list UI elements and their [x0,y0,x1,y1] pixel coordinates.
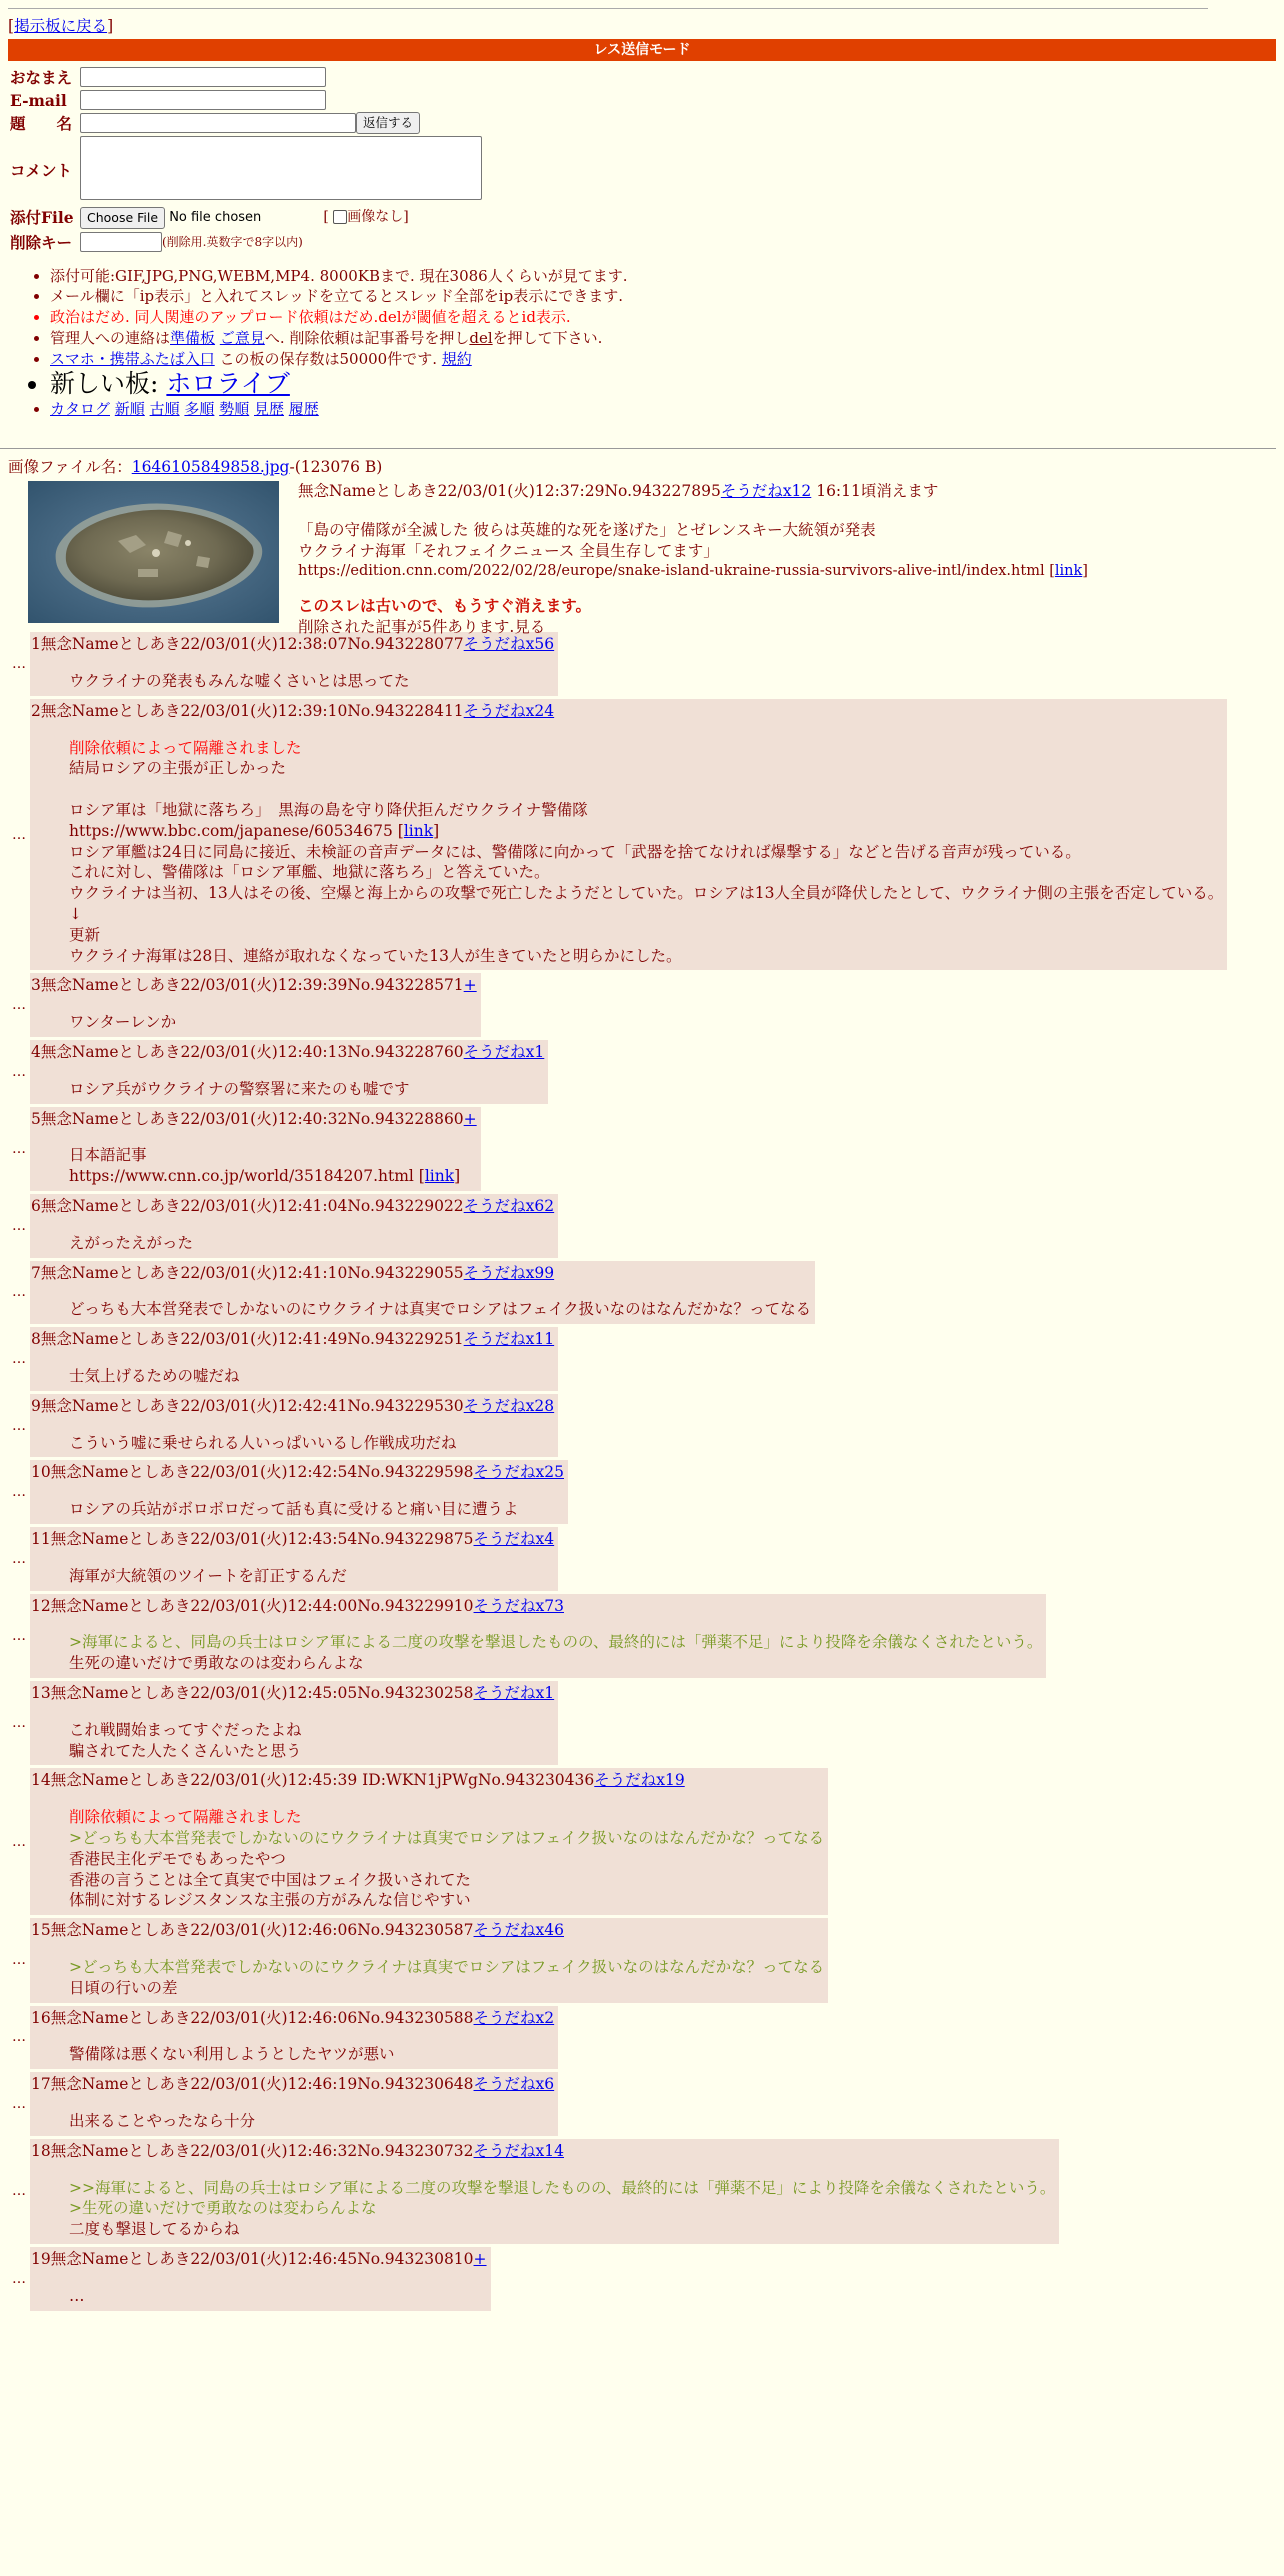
reply-menu-button[interactable]: … [12,1284,26,1301]
quote-line: >海軍によると、同島の兵士はロシア軍による二度の攻撃を撃退したものの、最終的には「弾薬不足」により投降を余儀なくされたという。 [69,1633,1043,1652]
email-label: E-mail [10,90,67,110]
reply-body [69,1233,554,1254]
deleted-notice: 削除依頼によって隔離されました [69,738,302,757]
reply-row [8,1681,1276,1765]
old-thread-warning: このスレは古いので、もうすぐ消えます。 [298,596,591,616]
reply-header: 4無念Nameとしあき22/03/01(火)12:40:13No.943228760そうだねx1 [31,1043,545,1062]
body-line: ウクライナは当初、13人はその後、空爆と海上からの攻撃で死亡したようだとしていた。ロシアは13人全員が降伏したとして、ウクライナ側の主張を否定している。 [69,884,1224,903]
sodane-button[interactable]: そうだねx24 [463,701,555,720]
delkey-note: (削除用.英数字で8字以内) [162,234,303,249]
reply-header: 19無念Nameとしあき22/03/01(火)12:46:45No.943230810+ [31,2249,487,2268]
body-line: 体制に対するレジスタンスな主張の方がみんな信じやすい [69,1891,471,1910]
reply-header: 16無念Nameとしあき22/03/01(火)12:46:06No.943230588そうだねx2 [31,2008,555,2027]
body-line: ウクライナの発表もみんな嘘くさいとは思ってた [69,672,410,691]
body-line: https://www.bbc.com/japanese/60534675 [link] [69,821,440,840]
reply-row [8,632,1276,696]
reply-post [30,1768,828,1915]
reply-row [8,1040,1276,1104]
reply-body [69,2178,1055,2240]
top-divider [8,8,1208,9]
sodane-button[interactable]: そうだねx4 [473,1529,555,1548]
reply-menu-button[interactable]: … [12,1550,26,1567]
no-file-text: No file chosen [169,210,262,225]
reply-header: 14無念Nameとしあき22/03/01(火)12:45:39 ID:WKN1jPWgNo.943230436そうだねx19 [31,1771,685,1790]
reply-body [69,1079,544,1100]
reply-menu-button[interactable]: … [12,2095,26,2112]
reply-post [30,1194,558,1258]
delkey-label: 削除キー [10,232,73,252]
reply-row [8,699,1276,971]
body-line: ロシア兵がウクライナの警察署に来たのも嘘です [69,1079,410,1098]
body-line: こういう嘘に乗せられる人いっぱいいるし作戦成功だね [69,1433,457,1452]
reply-row [8,1768,1276,1915]
quote-line: >どっちも大本営発表でしかないのにウクライナは真実でロシアはフェイク扱いなのはなんだかな？ってなる [69,1828,825,1847]
body-line: ロシア軍艦は24日に同島に接近、未検証の音声データには、警備隊に向かって「武器を捨てなければ爆撃する」などと告げる音声が残っている。 [69,842,1081,861]
op-line-2: ウクライナ海軍「それフェイクニュース 全員生存してます」 [298,541,719,560]
body-line: 日本語記事 [69,1146,147,1165]
sodane-button[interactable]: そうだねx99 [463,1263,555,1282]
reply-row [8,973,1276,1037]
op-url-link[interactable]: link [1054,563,1083,580]
no-image-checkbox[interactable] [333,210,347,224]
reply-menu-button[interactable]: … [12,1833,26,1850]
sodane-button[interactable]: そうだねx1 [463,1043,545,1062]
reply-post [30,1394,558,1458]
body-line: どっちも大本営発表でしかないのにウクライナは真実でロシアはフェイク扱いなのはなんだかな？ってなる [69,1300,812,1319]
body-line: ロシア軍は「地獄に落ちろ」 黒海の島を守り降伏拒んだウクライナ警備隊 [69,801,588,820]
sodane-button[interactable]: + [473,2249,487,2268]
note-new-board: • 新しい板: ホロライブ [50,369,1276,399]
body-line: 結局ロシアの主張が正しかった [69,759,287,778]
reply-menu-button[interactable]: … [12,2183,26,2200]
reply-header: 2無念Nameとしあき22/03/01(火)12:39:10No.943228411そうだねx24 [31,701,555,720]
sodane-button[interactable]: そうだねx1 [473,1683,555,1702]
body-line: 香港民主化デモでもあったやつ [69,1849,286,1868]
note-upload-limits: • 添付可能:GIF,JPG,PNG,WEBM,MP4. 8000KBまで. 現在3086人くらいが見てます. [50,266,1276,287]
sort-old-link[interactable]: 古順 [149,400,180,419]
reply-row [8,1918,1276,2002]
body-line: 騙されてた人たくさんいたと思う [69,1741,302,1760]
no-image-label: 画像なし [347,209,404,225]
sodane-button[interactable]: + [463,976,477,995]
body-line: 海軍が大統領のツイートを訂正するんだ [69,1566,347,1585]
reply-row [8,1527,1276,1591]
sodane-button[interactable]: そうだねx19 [594,1771,685,1790]
reply-menu-button[interactable]: … [12,1140,26,1157]
reply-body [69,1012,477,1033]
body-line: えがったえがった [69,1233,194,1252]
reply-body [69,2111,554,2132]
body-line: 生死の違いだけで勇敢なのは変わらんよな [69,1654,364,1673]
reply-header: 10無念Nameとしあき22/03/01(火)12:42:54No.943229598そうだねx25 [31,1463,564,1482]
body-line: 出来ることやったなら十分 [69,2111,256,2130]
reply-body [69,1299,811,1320]
reply-menu-button[interactable]: … [12,1715,26,1732]
body-line: ロシアの兵站がボロボロだって話も真に受けると痛い目に遭うよ [69,1500,519,1519]
reply-post [30,699,1227,971]
reply-header: 7無念Nameとしあき22/03/01(火)12:41:10No.943229055そうだねx99 [31,1263,555,1282]
reply-row [8,1460,1276,1524]
view-history-link[interactable]: 見歴 [253,400,284,419]
reply-header: 8無念Nameとしあき22/03/01(火)12:41:49No.943229251そうだねx11 [31,1330,555,1349]
email-input[interactable] [80,90,326,110]
reply-menu-button[interactable]: … [12,2029,26,2046]
body-line: 日頃の行いの差 [69,1978,178,1997]
reply-post [30,632,558,696]
hololive-board-link[interactable]: ホロライブ [166,369,290,399]
note-rules: • 政治はだめ. 同人関連のアップロード依頼はだめ.delが閾値を超えるとid表示. [50,307,1276,328]
reply-header: 3無念Nameとしあき22/03/01(火)12:39:39No.943228571+ [31,976,477,995]
op-post [8,477,1276,636]
reply-header: 9無念Nameとしあき22/03/01(火)12:42:41No.943229530そうだねx28 [31,1396,555,1415]
body-line: ↓ [69,905,82,924]
reply-post [30,2006,558,2070]
reply-menu-button[interactable]: … [12,1063,26,1080]
reply-header: 6無念Nameとしあき22/03/01(火)12:41:04No.943229022そうだねx62 [31,1197,555,1216]
comment-label: コメント [10,161,73,180]
body-line: https://www.cnn.co.jp/world/35184207.html [link] [69,1167,461,1186]
sodane-button[interactable]: そうだねx28 [463,1396,555,1415]
sodane-button[interactable]: + [463,1109,477,1128]
body-line: 香港の言うことは全て真実で中国はフェイク扱いされてた [69,1870,471,1889]
body-line: これに対し、警備隊は「ロシア軍艦、地獄に落ちろ」と答えていた。 [69,863,550,882]
choose-file-button[interactable]: Choose File [80,207,165,229]
feedback-link[interactable]: ご意見 [219,328,265,347]
op-thumbnail-image[interactable] [28,481,279,623]
name-input[interactable] [80,67,326,87]
del-word: del [469,328,493,347]
reply-post [30,2072,558,2136]
note-ip-display: • メール欄に「ip表示」と入れてスレッドを立てるとスレッド全部をip表示にできます. [50,286,1276,307]
reply-post [30,1261,815,1325]
subject-input[interactable] [80,113,356,133]
deleted-notice: 削除依頼によって隔離されました [69,1808,302,1827]
reply-row [8,2139,1276,2244]
op-file-link[interactable]: 1646105849858.jpg [131,458,290,477]
reply-header: 1無念Nameとしあき22/03/01(火)12:38:07No.943228077そうだねx56 [31,635,555,654]
op-url-line: https://edition.cnn.com/2022/02/28/europe/snake-island-ukraine-russia-survivors-alive-intl/index.html [link] [298,563,1088,580]
reply-list [8,632,1276,2310]
body-line: ワンターレンか [69,1013,177,1032]
reply-mode-bar: レス送信モード [8,39,1276,61]
body-line: … [69,2286,85,2305]
reply-body [69,1807,824,1911]
reply-menu-button[interactable]: … [12,656,26,673]
body-line [69,779,1223,800]
reply-body [69,2286,487,2307]
body-line: 更新 [69,925,101,944]
file-label: 添付File [10,208,74,228]
reply-header: 18無念Nameとしあき22/03/01(火)12:46:32No.943230732そうだねx14 [31,2141,564,2160]
reply-body [69,1366,554,1387]
page [0,8,1284,420]
prep-board-link[interactable]: 準備板 [170,328,216,347]
delkey-input[interactable] [80,232,162,252]
sodane-button[interactable]: そうだねx11 [463,1330,555,1349]
sodane-button[interactable]: そうだねx25 [473,1463,564,1482]
reply-menu-button[interactable]: … [12,1627,26,1644]
op-line-1: 「島の守備隊が全滅した 彼らは英雄的な死を遂げた」とゼレンスキー大統領が発表 [298,520,876,539]
thread-divider [0,448,1276,449]
op-file-info: 画像ファイル名：1646105849858.jpg-(123076 B) [8,458,383,477]
sort-momentum-link[interactable]: 勢順 [219,400,250,419]
reply-header: 12無念Nameとしあき22/03/01(火)12:44:00No.943229910そうだねx73 [31,1596,564,1615]
reply-body [69,1632,1042,1674]
catalog-link[interactable]: カタログ [50,400,111,419]
external-link[interactable]: link [403,821,434,840]
board-notes [8,266,1276,421]
submit-reply-button[interactable]: 返信する [356,112,420,134]
quote-line: >生死の違いだけで勇敢なのは変わらんよな [69,2199,377,2218]
reply-body [69,1433,554,1454]
body-line: これ戦闘始まってすぐだったよね [69,1720,302,1739]
mobile-entrance-link[interactable]: スマホ・携帯ふたば入口 [50,349,215,368]
reply-body [69,1566,554,1587]
reply-body [69,1145,477,1187]
quote-line: >>海軍によると、同島の兵士はロシア軍による二度の攻撃を撃退したものの、最終的には「弾薬不足」により投降を余儀なくされたという。 [69,2178,1056,2197]
external-link[interactable]: link [424,1167,455,1186]
comment-textarea[interactable] [80,136,482,200]
body-line: 警備隊は悪くない利用しようとしたヤツが悪い [69,2045,395,2064]
reply-post [30,1040,548,1104]
op-sodane-button[interactable]: そうだねx12 [720,482,812,501]
reply-row [8,1261,1276,1325]
sort-new-link[interactable]: 新順 [114,400,145,419]
reply-post [30,1594,1046,1678]
name-label: おなまえ [10,68,73,87]
reply-menu-button[interactable]: … [12,1417,26,1434]
reply-row [8,1394,1276,1458]
op-content [298,481,1278,637]
sodane-button[interactable]: そうだねx6 [473,2075,555,2094]
reply-row [8,1107,1276,1191]
deleted-posts-note[interactable]: 削除された記事が5件あります.見る [298,617,546,636]
reply-header: 13無念Nameとしあき22/03/01(火)12:45:05No.943230258そうだねx1 [31,1683,555,1702]
reply-header: 5無念Nameとしあき22/03/01(火)12:40:32No.943228860+ [31,1109,477,1128]
reply-menu-button[interactable]: … [12,1351,26,1367]
terms-link[interactable]: 規約 [441,349,472,368]
reply-body [69,1720,554,1762]
body-line: ウクライナ海軍は28日、連絡が取れなくなっていた13人が生きていたと明らかにした。 [69,946,682,965]
reply-menu-button[interactable]: … [12,997,26,1014]
reply-body [69,1499,564,1520]
sodane-button[interactable]: そうだねx73 [473,1596,564,1615]
reply-row [8,2247,1276,2311]
back-nav: [掲示板に戻る] [8,17,114,35]
subject-label: 題 名 [10,114,73,133]
reply-menu-button[interactable]: … [12,1952,26,1969]
reply-header: 11無念Nameとしあき22/03/01(火)12:43:54No.943229875そうだねx4 [31,1529,555,1548]
sodane-button[interactable]: そうだねx46 [473,1921,564,1940]
reply-post [30,1527,558,1591]
reply-post [30,1327,558,1391]
op-header: 無念Nameとしあき22/03/01(火)12:37:29No.943227895そうだねx12 16:11頃消えます [298,482,939,501]
history-link[interactable]: 履歴 [288,400,319,419]
reply-header: 17無念Nameとしあき22/03/01(火)12:46:19No.943230648そうだねx6 [31,2075,555,2094]
note-mobile: • スマホ・携帯ふたば入口 この板の保存数は50000件です. 規約 [50,349,1276,370]
reply-row [8,2006,1276,2070]
note-contact: • 管理人への連絡は準備板 ご意見へ. 削除依頼は記事番号を押しdelを押して下さい. [50,328,1276,349]
reply-post [30,2139,1059,2244]
reply-menu-button[interactable]: … [12,1484,26,1501]
reply-body [69,671,554,692]
reply-form: おなまえ E-mail 題 名 返信する コメント 添付File Choose File No file chosen [ 画像なし] 削除キー (削除用.英数字で8字以内) [8,65,484,254]
back-to-board-link[interactable]: 掲示板に戻る [14,17,108,35]
sodane-button[interactable]: そうだねx62 [463,1197,555,1216]
reply-row [8,1327,1276,1391]
reply-row [8,1194,1276,1258]
note-sort-links [50,399,1276,420]
sodane-button[interactable]: そうだねx56 [463,635,555,654]
reply-post [30,2247,491,2311]
reply-post [30,1460,568,1524]
reply-row [8,2072,1276,2136]
body-line: 士気上げるための嘘だね [69,1367,240,1385]
reply-menu-button[interactable]: … [12,1217,26,1234]
reply-body [69,2044,554,2065]
reply-body [69,738,1223,967]
thread [0,457,1284,2310]
sodane-button[interactable]: そうだねx2 [473,2008,555,2027]
quote-line: >どっちも大本営発表でしかないのにウクライナは真実でロシアはフェイク扱いなのはなんだかな？ってなる [69,1957,825,1976]
reply-body [69,1957,824,1999]
body-line: 二度も撃退してるからね [69,2220,240,2239]
reply-post [30,1918,828,2002]
reply-menu-button[interactable]: … [12,2270,26,2287]
reply-menu-button[interactable]: … [12,826,26,843]
sodane-button[interactable]: そうだねx14 [473,2141,564,2160]
reply-post [30,1107,481,1191]
reply-row [8,1594,1276,1678]
sort-many-link[interactable]: 多順 [184,400,215,419]
reply-post [30,973,481,1037]
reply-post [30,1681,558,1765]
reply-header: 15無念Nameとしあき22/03/01(火)12:46:06No.943230587そうだねx46 [31,1921,564,1940]
